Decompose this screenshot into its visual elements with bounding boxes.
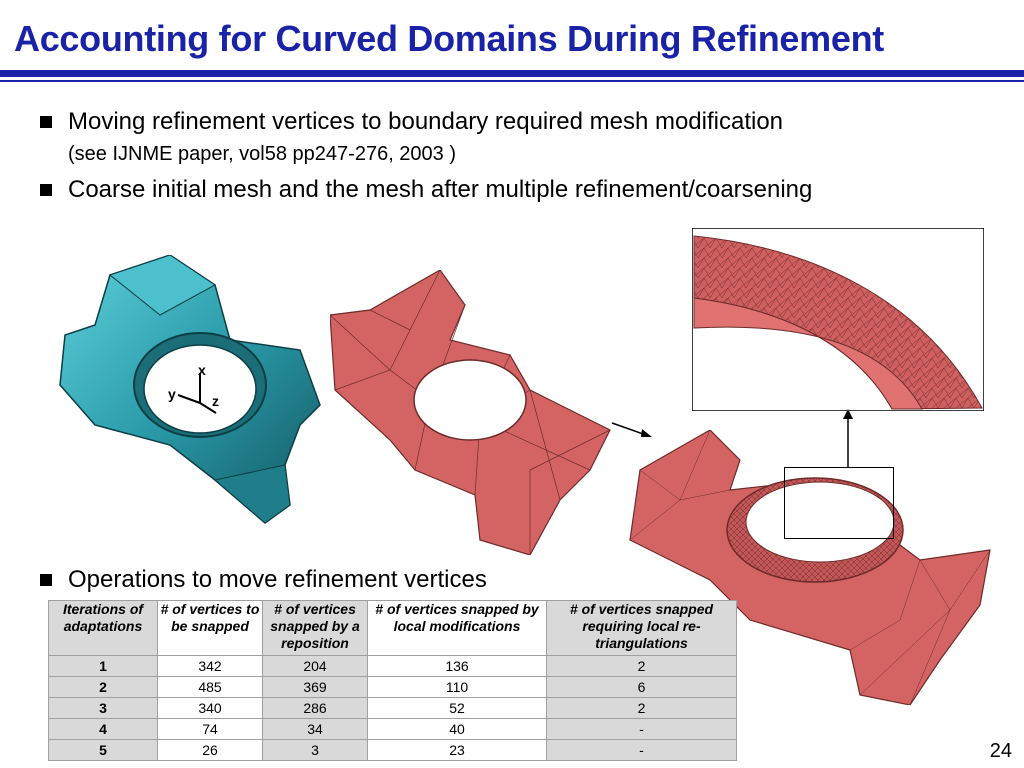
cell-local-mod: 110 [368,677,547,698]
cell-iteration: 4 [49,719,158,740]
table-row [49,719,737,740]
bullet-1 [40,108,783,136]
header-local-mod: # of vertices snapped by local modifications [368,601,547,656]
cell-reposition: 369 [263,677,368,698]
cell-to-snap: 26 [158,740,263,761]
axis-y-label: y [168,386,176,402]
cell-local-mod: 52 [368,698,547,719]
header-retriangulation: # of vertices snapped requiring local re-triangulations [547,601,737,656]
bullet-square-icon [40,184,52,196]
cell-iteration: 5 [49,740,158,761]
header-iterations: Iterations of adaptations [49,601,158,656]
cell-to-snap: 485 [158,677,263,698]
bullet-3-text: Operations to move refinement vertices [68,566,487,593]
operations-table [48,600,737,761]
bullet-1-citation: (see IJNME paper, vol58 pp247-276, 2003 ) [68,143,457,165]
cell-retriangulation: - [547,719,737,740]
cell-retriangulation: 2 [547,656,737,677]
cell-iteration: 3 [49,698,158,719]
coarse-mesh-image [330,270,615,555]
cell-to-snap: 74 [158,719,263,740]
cell-reposition: 286 [263,698,368,719]
header-to-snap: # of vertices to be snapped [158,601,263,656]
table-row [49,677,737,698]
slide-title: Accounting for Curved Domains During Refinement [14,18,884,59]
cell-reposition: 34 [263,719,368,740]
cell-retriangulation: 2 [547,698,737,719]
cell-to-snap: 340 [158,698,263,719]
bullet-square-icon [40,574,52,586]
cell-local-mod: 23 [368,740,547,761]
table-row [49,656,737,677]
cell-retriangulation: 6 [547,677,737,698]
arrows [608,405,868,475]
table-row [49,698,737,719]
axis-z-label: z [212,393,219,409]
cad-model-image [50,255,340,525]
bullet-2-text: Coarse initial mesh and the mesh after multiple refinement/coarsening [68,176,813,203]
cell-local-mod: 40 [368,719,547,740]
cell-iteration: 2 [49,677,158,698]
cell-local-mod: 136 [368,656,547,677]
cell-iteration: 1 [49,656,158,677]
bullet-2 [40,176,812,204]
cell-to-snap: 342 [158,656,263,677]
bullet-square-icon [40,116,52,128]
cell-reposition: 204 [263,656,368,677]
bullet-1-text: Moving refinement vertices to boundary required mesh modification [68,108,784,135]
title-rule [0,70,1024,77]
zoom-inset-image [692,228,984,411]
zoom-region-box [784,467,894,539]
header-reposition: # of vertices snapped by a reposition [263,601,368,656]
page-number: 24 [989,740,1012,762]
table-row [49,740,737,761]
bullet-3 [40,566,487,594]
cell-reposition: 3 [263,740,368,761]
cell-retriangulation: - [547,740,737,761]
axis-x-label: x [198,362,206,378]
title-rule-thin [0,80,1024,82]
